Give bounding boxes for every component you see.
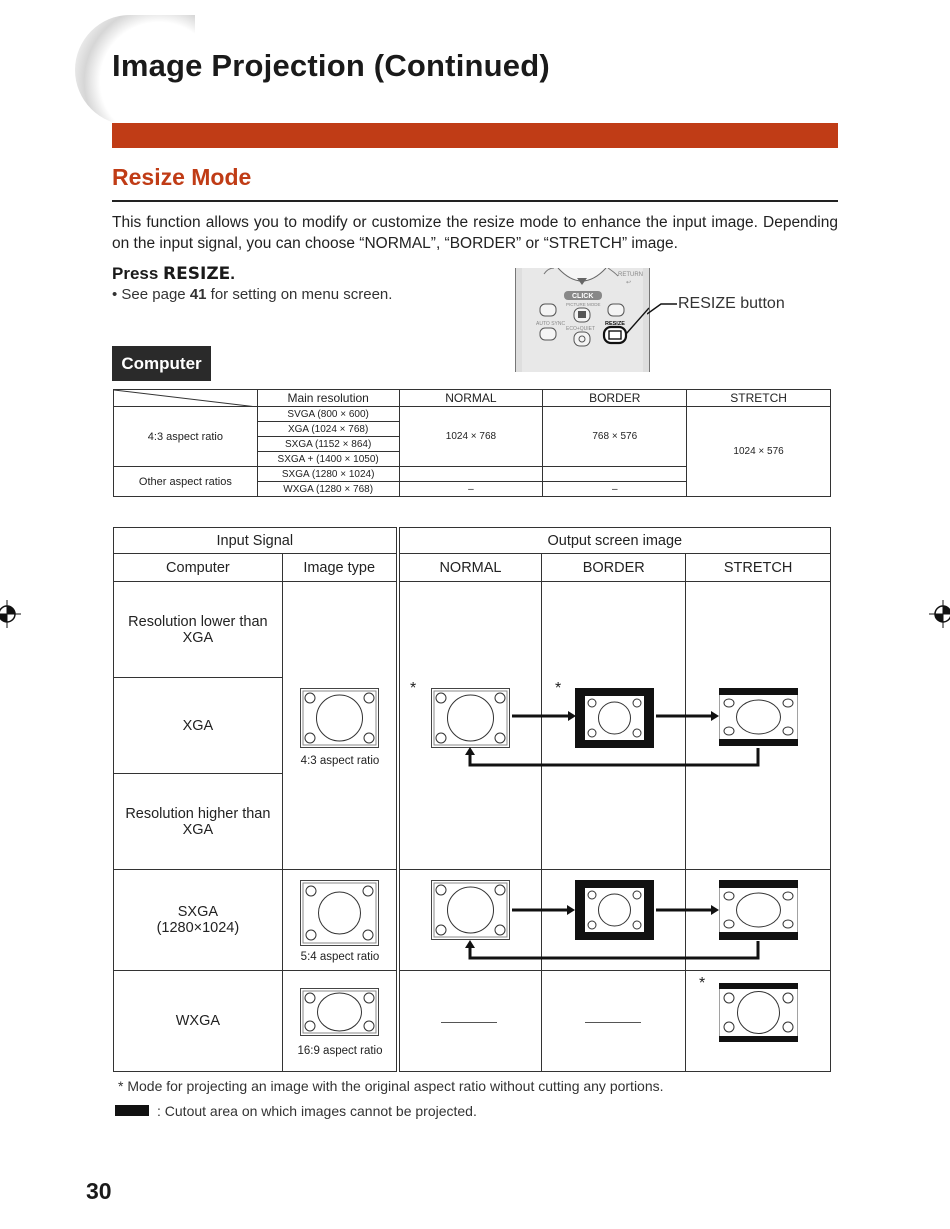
input-signal-header: Input Signal bbox=[114, 528, 397, 554]
resize-button-callout: RESIZE button bbox=[678, 295, 785, 312]
see-page-number: 41 bbox=[189, 286, 207, 303]
aspect-54-label: 5:4 aspect ratio bbox=[300, 951, 380, 963]
stretch-54-screen-icon bbox=[719, 880, 798, 940]
header-main-resolution: Main resolution bbox=[257, 390, 399, 407]
asterisk-normal-43: * bbox=[410, 680, 417, 697]
computer-badge: Computer bbox=[112, 346, 211, 381]
see-page-note bbox=[112, 286, 392, 303]
page-title: Image Projection (Continued) bbox=[112, 48, 550, 83]
stretch-43-screen-icon bbox=[719, 688, 798, 746]
border-169-unavailable bbox=[585, 1022, 641, 1023]
image-type-col-header: Image type bbox=[282, 554, 396, 582]
header-border: BORDER bbox=[543, 390, 687, 407]
resolution-row: XGA (1024 × 768) bbox=[257, 422, 399, 437]
stretch-col-header: STRETCH bbox=[686, 554, 831, 582]
return-arrow-54 bbox=[460, 933, 770, 963]
return-arrow-43 bbox=[460, 740, 770, 770]
border-wxga-value: – bbox=[543, 482, 687, 497]
asterisk-stretch-169: * bbox=[699, 975, 706, 992]
resolution-row: SXGA (1152 × 864) bbox=[257, 437, 399, 452]
stretch-value: 1024 × 576 bbox=[687, 407, 831, 497]
callout-leader-line bbox=[647, 300, 677, 316]
border-169-cell bbox=[542, 971, 686, 1072]
border-43-value: 768 × 576 bbox=[543, 407, 687, 467]
output-image-header: Output screen image bbox=[399, 528, 830, 554]
press-prefix: Press bbox=[112, 264, 164, 283]
normal-col-header: NORMAL bbox=[399, 554, 542, 582]
aspect-169-label: 16:9 aspect ratio bbox=[297, 1045, 383, 1057]
row-wxga: WXGA bbox=[114, 971, 283, 1072]
normal-other-blank bbox=[399, 467, 543, 482]
row-lower-than-xga: Resolution lower than XGA bbox=[114, 582, 283, 678]
border-other-blank bbox=[543, 467, 687, 482]
page-number: 30 bbox=[86, 1178, 112, 1204]
cutout-legend-text: : Cutout area on which images cannot be projected. bbox=[157, 1103, 477, 1119]
press-instruction bbox=[112, 264, 235, 284]
left-registration-mark-icon bbox=[0, 600, 21, 628]
screen-54-icon bbox=[300, 880, 379, 946]
aspect-43-label: 4:3 aspect ratio bbox=[300, 755, 380, 767]
cutout-legend-swatch bbox=[115, 1105, 149, 1116]
section-heading: Resize Mode bbox=[112, 164, 252, 190]
svg-text:↩: ↩ bbox=[626, 280, 632, 286]
group-other-label: Other aspect ratios bbox=[114, 467, 258, 497]
press-suffix: . bbox=[230, 264, 235, 283]
remote-eco-quiet-label: ECO+QUIET bbox=[566, 326, 596, 332]
forward-arrows-54 bbox=[510, 902, 720, 918]
header-normal: NORMAL bbox=[399, 390, 543, 407]
normal-169-cell bbox=[399, 971, 542, 1072]
resolution-row: SXGA (1280 × 1024) bbox=[257, 467, 399, 482]
normal-wxga-value: – bbox=[399, 482, 543, 497]
see-page-suffix: for setting on menu screen. bbox=[206, 286, 393, 303]
normal-54-screen-icon bbox=[431, 880, 510, 940]
asterisk-border-43: * bbox=[555, 680, 562, 697]
diagonal-line bbox=[114, 390, 257, 407]
remote-control-illustration bbox=[515, 268, 650, 372]
header-stretch: STRETCH bbox=[687, 390, 831, 407]
normal-43-value: 1024 × 768 bbox=[399, 407, 543, 467]
row-xga: XGA bbox=[114, 678, 283, 774]
diagonal-header-cell bbox=[114, 390, 258, 407]
resolution-row: SVGA (800 × 600) bbox=[257, 407, 399, 422]
accent-bar bbox=[112, 123, 838, 148]
resolution-row: SXGA + (1400 × 1050) bbox=[257, 452, 399, 467]
screen-169-icon bbox=[300, 988, 379, 1036]
remote-return-label: RETURN bbox=[618, 272, 643, 278]
section-divider bbox=[112, 200, 838, 202]
row-sxga: SXGA (1280×1024) bbox=[114, 870, 283, 971]
resize-key-label: RESIZE bbox=[163, 264, 231, 284]
row-higher-than-xga: Resolution higher than XGA bbox=[114, 774, 283, 870]
remote-click-label: CLICK bbox=[572, 293, 594, 300]
group-43-label: 4:3 aspect ratio bbox=[114, 407, 258, 467]
stretch-169-screen-icon bbox=[719, 983, 798, 1042]
normal-169-unavailable bbox=[441, 1022, 497, 1023]
screen-43-icon bbox=[300, 688, 379, 748]
remote-control-drawing bbox=[516, 268, 649, 372]
right-registration-mark-icon bbox=[929, 600, 950, 628]
see-page-prefix: • See page bbox=[112, 286, 190, 303]
resolution-table bbox=[113, 389, 831, 497]
remote-auto-sync-label: AUTO SYNC bbox=[536, 321, 566, 327]
intro-paragraph: This function allows you to modify or customize the resize mode to enhance the input image. Depending on the input signal, you can choose “NORMAL”, “BORDER” or “STRETCH” image. bbox=[112, 214, 838, 252]
remote-resize-label: RESIZE bbox=[605, 321, 625, 327]
remote-picture-mode-label: PICTURE MODE bbox=[566, 302, 601, 307]
border-col-header: BORDER bbox=[542, 554, 686, 582]
footnote: * Mode for projecting an image with the original aspect ratio without cutting any portions. bbox=[118, 1078, 664, 1094]
resolution-row: WXGA (1280 × 768) bbox=[257, 482, 399, 497]
computer-col-header: Computer bbox=[114, 554, 283, 582]
